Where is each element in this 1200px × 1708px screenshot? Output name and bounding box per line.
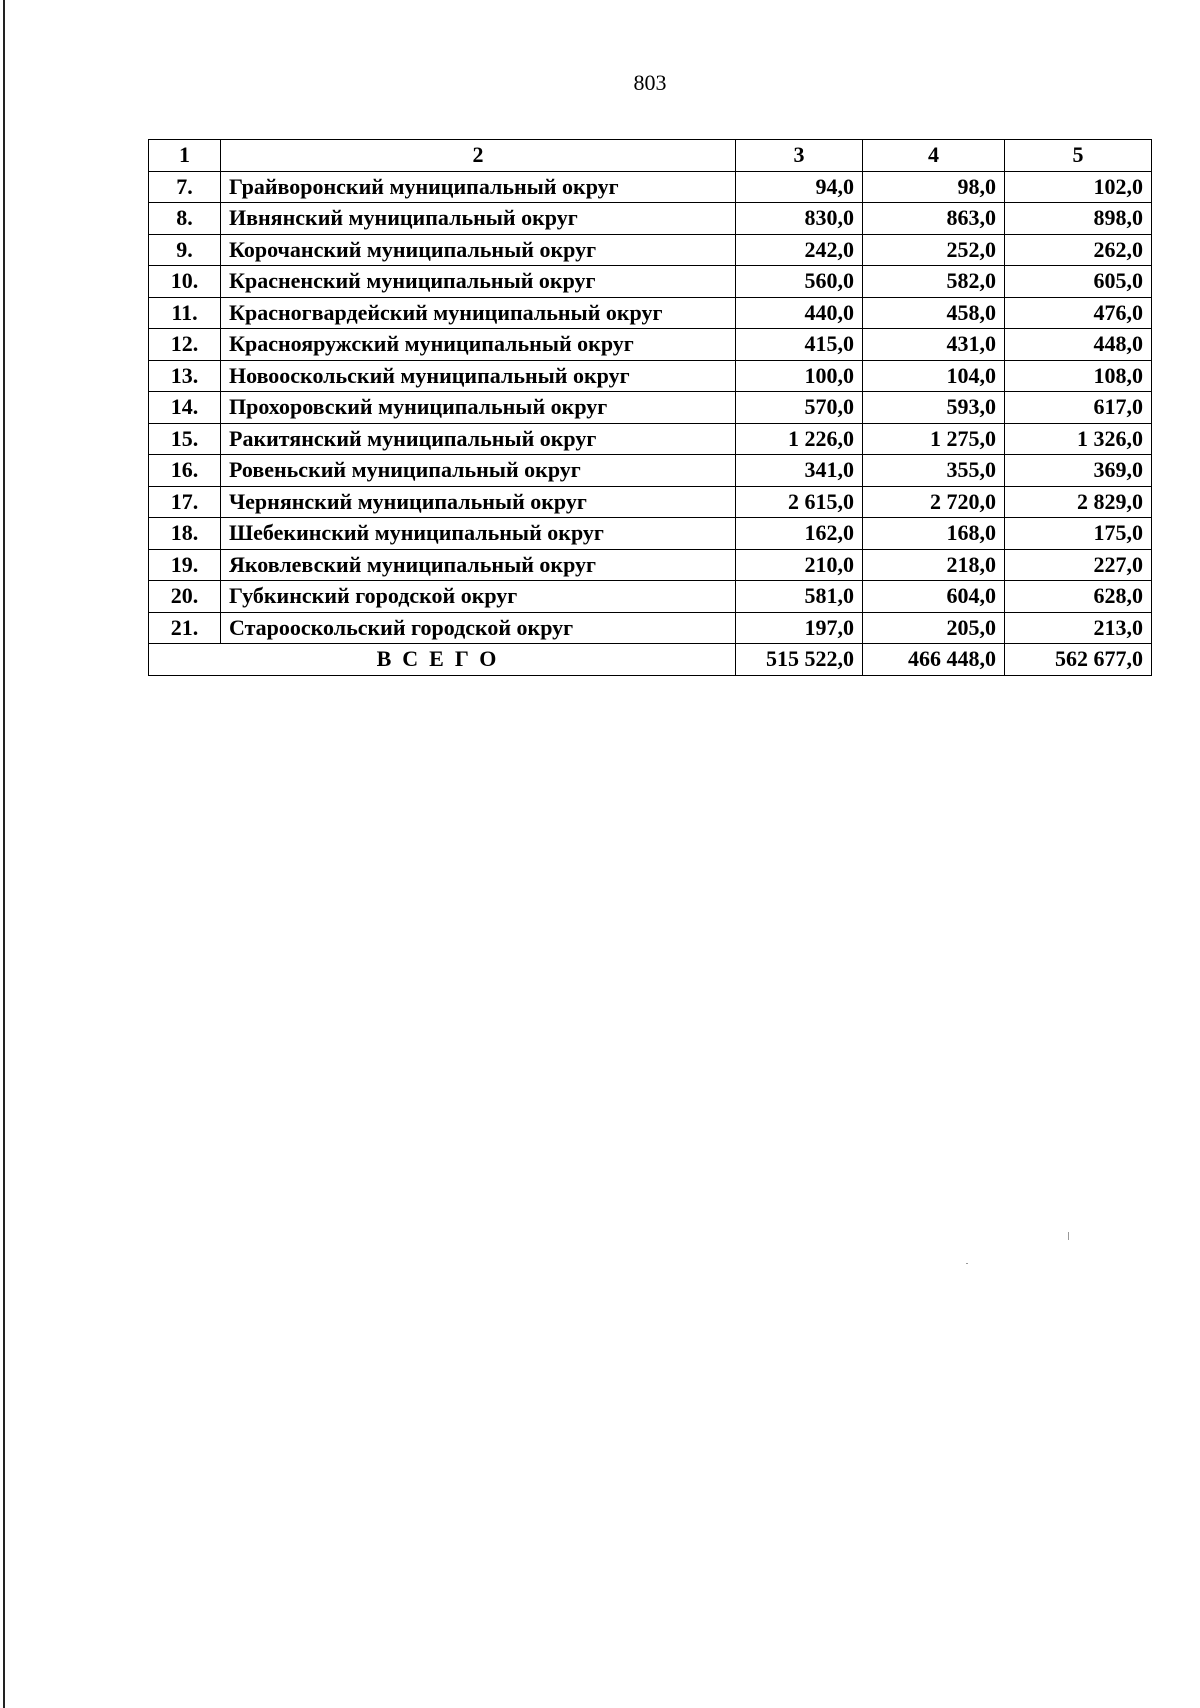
row-district-name: Шебекинский муниципальный округ: [221, 518, 736, 550]
row-col-3: 560,0: [736, 266, 863, 298]
row-col-5: 617,0: [1005, 392, 1152, 424]
total-label: ВСЕГО: [149, 644, 736, 676]
row-col-3: 197,0: [736, 612, 863, 644]
row-col-3: 242,0: [736, 234, 863, 266]
table-row: [149, 423, 1152, 455]
table-row: [149, 455, 1152, 487]
row-col-4: 104,0: [863, 360, 1005, 392]
row-col-3: 2 615,0: [736, 486, 863, 518]
table-row: [149, 612, 1152, 644]
table-row: [149, 329, 1152, 361]
row-col-4: 355,0: [863, 455, 1005, 487]
row-col-5: 227,0: [1005, 549, 1152, 581]
row-number: 8.: [149, 203, 221, 235]
row-district-name: Корочанский муниципальный округ: [221, 234, 736, 266]
scan-speck: [1068, 1232, 1069, 1240]
row-district-name: Яковлевский муниципальный округ: [221, 549, 736, 581]
row-col-5: 213,0: [1005, 612, 1152, 644]
table-body: [149, 171, 1152, 644]
row-number: 17.: [149, 486, 221, 518]
row-col-4: 431,0: [863, 329, 1005, 361]
table-row: [149, 171, 1152, 203]
table-row: [149, 581, 1152, 613]
row-col-5: 108,0: [1005, 360, 1152, 392]
row-number: 16.: [149, 455, 221, 487]
header-col-3: 3: [736, 140, 863, 172]
table-row: [149, 549, 1152, 581]
row-col-4: 98,0: [863, 171, 1005, 203]
table-row: [149, 266, 1152, 298]
table-row: [149, 203, 1152, 235]
row-col-3: 94,0: [736, 171, 863, 203]
row-number: 13.: [149, 360, 221, 392]
row-col-3: 1 226,0: [736, 423, 863, 455]
table-row: [149, 360, 1152, 392]
row-number: 20.: [149, 581, 221, 613]
row-col-4: 168,0: [863, 518, 1005, 550]
row-col-5: 175,0: [1005, 518, 1152, 550]
row-col-5: 898,0: [1005, 203, 1152, 235]
row-col-3: 581,0: [736, 581, 863, 613]
row-district-name: Прохоровский муниципальный округ: [221, 392, 736, 424]
row-col-5: 369,0: [1005, 455, 1152, 487]
header-col-2: 2: [221, 140, 736, 172]
row-col-4: 593,0: [863, 392, 1005, 424]
scan-speck: [966, 1263, 968, 1264]
table-row: [149, 297, 1152, 329]
row-col-5: 476,0: [1005, 297, 1152, 329]
table-row: [149, 486, 1152, 518]
row-col-5: 262,0: [1005, 234, 1152, 266]
total-col-5: 562 677,0: [1005, 644, 1152, 676]
row-number: 11.: [149, 297, 221, 329]
row-col-4: 205,0: [863, 612, 1005, 644]
row-number: 19.: [149, 549, 221, 581]
row-col-5: 448,0: [1005, 329, 1152, 361]
row-col-3: 100,0: [736, 360, 863, 392]
row-district-name: Ровеньский муниципальный округ: [221, 455, 736, 487]
row-col-4: 582,0: [863, 266, 1005, 298]
row-col-5: 605,0: [1005, 266, 1152, 298]
row-number: 14.: [149, 392, 221, 424]
row-col-3: 570,0: [736, 392, 863, 424]
row-number: 15.: [149, 423, 221, 455]
table-row: [149, 392, 1152, 424]
row-col-3: 162,0: [736, 518, 863, 550]
row-number: 7.: [149, 171, 221, 203]
table-row: [149, 234, 1152, 266]
row-number: 12.: [149, 329, 221, 361]
row-number: 21.: [149, 612, 221, 644]
row-col-3: 210,0: [736, 549, 863, 581]
row-district-name: Краснояружский муниципальный округ: [221, 329, 736, 361]
row-district-name: Новооскольский муниципальный округ: [221, 360, 736, 392]
row-col-4: 218,0: [863, 549, 1005, 581]
header-col-5: 5: [1005, 140, 1152, 172]
row-number: 18.: [149, 518, 221, 550]
page-left-edge-line: [3, 0, 5, 1708]
row-col-4: 2 720,0: [863, 486, 1005, 518]
table-header-row: [149, 140, 1152, 172]
row-col-5: 1 326,0: [1005, 423, 1152, 455]
table-row: [149, 518, 1152, 550]
row-number: 9.: [149, 234, 221, 266]
page-number: 803: [633, 70, 667, 95]
row-district-name: Ивнянский муниципальный округ: [221, 203, 736, 235]
row-district-name: Старооскольский городской округ: [221, 612, 736, 644]
row-district-name: Красногвардейский муниципальный округ: [221, 297, 736, 329]
row-district-name: Губкинский городской округ: [221, 581, 736, 613]
row-col-4: 458,0: [863, 297, 1005, 329]
allocation-table: [148, 139, 1152, 676]
row-district-name: Красненский муниципальный округ: [221, 266, 736, 298]
row-district-name: Ракитянский муниципальный округ: [221, 423, 736, 455]
row-col-4: 863,0: [863, 203, 1005, 235]
row-col-3: 830,0: [736, 203, 863, 235]
row-district-name: Чернянский муниципальный округ: [221, 486, 736, 518]
header-col-4: 4: [863, 140, 1005, 172]
row-col-3: 415,0: [736, 329, 863, 361]
header-col-1: 1: [149, 140, 221, 172]
row-number: 10.: [149, 266, 221, 298]
row-col-4: 604,0: [863, 581, 1005, 613]
row-col-5: 628,0: [1005, 581, 1152, 613]
row-col-4: 252,0: [863, 234, 1005, 266]
total-col-3: 515 522,0: [736, 644, 863, 676]
row-col-5: 102,0: [1005, 171, 1152, 203]
row-col-3: 341,0: [736, 455, 863, 487]
row-col-5: 2 829,0: [1005, 486, 1152, 518]
row-col-3: 440,0: [736, 297, 863, 329]
total-col-4: 466 448,0: [863, 644, 1005, 676]
row-col-4: 1 275,0: [863, 423, 1005, 455]
row-district-name: Грайворонский муниципальный округ: [221, 171, 736, 203]
total-row: [149, 644, 1152, 676]
